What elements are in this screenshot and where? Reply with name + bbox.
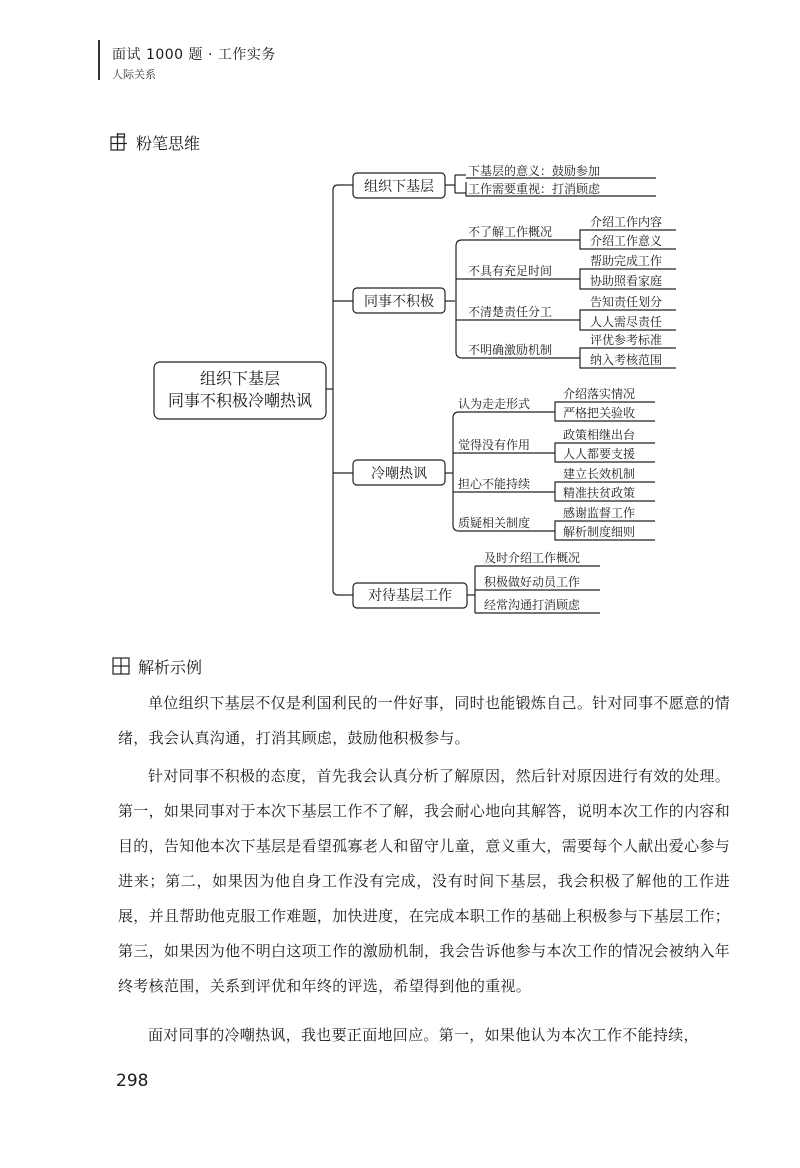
leaf-text: 协助照看家庭 (590, 274, 663, 288)
branch-1-label: 组织下基层 (364, 179, 434, 195)
sub-branch-label: 不明确激励机制 (468, 343, 553, 357)
sub-branch-label: 质疑相关制度 (458, 516, 531, 530)
leaf-text: 严格把关验收 (563, 406, 636, 420)
section-title-example: 解析示例 (138, 658, 203, 677)
leaf-text: 经常沟通打消顾虑 (484, 598, 581, 612)
leaf-text: 建立长效机制 (563, 467, 636, 481)
page-number: 298 (116, 1071, 149, 1091)
leaf-text: 及时介绍工作概况 (484, 551, 581, 565)
branch-4-label: 对待基层工作 (368, 588, 452, 604)
leaf-text: 政策相继出台 (563, 428, 636, 442)
branch-2-label: 同事不积极 (364, 294, 434, 310)
paragraph-3: 面对同事的冷嘲热讽，我也要正面地回应。第一，如果他认为本次工作不能持续， (148, 1026, 699, 1044)
section-title-thinking: 粉笔思维 (136, 134, 201, 153)
sub-branch-label: 觉得没有作用 (458, 438, 531, 452)
running-header-title: 面试 1000 题 · 工作实务 (112, 47, 276, 63)
leaf-text: 帮助完成工作 (590, 254, 663, 268)
leaf-text: 人人需尽责任 (590, 315, 663, 329)
sub-branch-label: 不具有充足时间 (468, 264, 553, 278)
sub-branch-label: 担心不能持续 (458, 477, 531, 491)
leaf-text: 纳入考核范围 (590, 353, 663, 367)
leaf-text: 解析制度细则 (563, 525, 636, 539)
leaf-text: 工作需要重视：打消顾虑 (468, 182, 601, 196)
grid-icon (112, 657, 130, 675)
leaf-text: 下基层的意义：鼓励参加 (468, 164, 601, 178)
leaf-text: 评优参考标准 (590, 333, 663, 347)
branch-3-label: 冷嘲热讽 (371, 466, 427, 482)
leaf-text: 介绍工作意义 (590, 234, 663, 248)
root-text-line2: 同事不积极冷嘲热讽 (167, 391, 313, 410)
sub-branch-label: 不了解工作概况 (468, 225, 553, 239)
leaf-text: 感谢监督工作 (563, 506, 636, 520)
leaf-text: 介绍落实情况 (563, 387, 636, 401)
paragraph-1: 单位组织下基层不仅是利国利民的一件好事，同时也能锻炼自己。针对同事不愿意的情绪，我会认真沟通，打消其顾虑，鼓励他积极参与。 (118, 694, 730, 747)
leaf-text: 精准扶贫政策 (563, 486, 636, 500)
leaf-text: 人人都要支援 (563, 447, 636, 461)
sub-branch-label: 认为走走形式 (458, 397, 531, 411)
leaf-text: 积极做好动员工作 (484, 575, 581, 589)
running-header-subtitle: 人际关系 (112, 68, 156, 81)
leaf-text: 告知责任划分 (590, 295, 663, 309)
sub-branch-label: 不清楚责任分工 (468, 305, 553, 319)
leaf-text: 介绍工作内容 (590, 215, 663, 229)
root-text-line1: 组织下基层 (199, 369, 281, 388)
paragraph-2: 针对同事不积极的态度，首先我会认真分析了解原因，然后针对原因进行有效的处理。第一，如果同事对于本次下基层工作不了解，我会耐心地向其解答，说明本次工作的内容和目的，告知他本次下基层是看望孤寡老人和留守儿童，意义重大，需要每个人献出爱心参与进来；第二，如果因为他自身工作没有完成，没有时间下基层，我会积极了解他的工作进展，并且帮助他克服工作难题，加快进度，在完成本职工作的基础上积极参与下基层工作；第三，如果因为他不明白这项工作的激励机制，我会告诉他参与本次工作的情况会被纳入年终考核范围，关系到评优和年终的评选，希望得到他的重视。 (118, 767, 731, 995)
